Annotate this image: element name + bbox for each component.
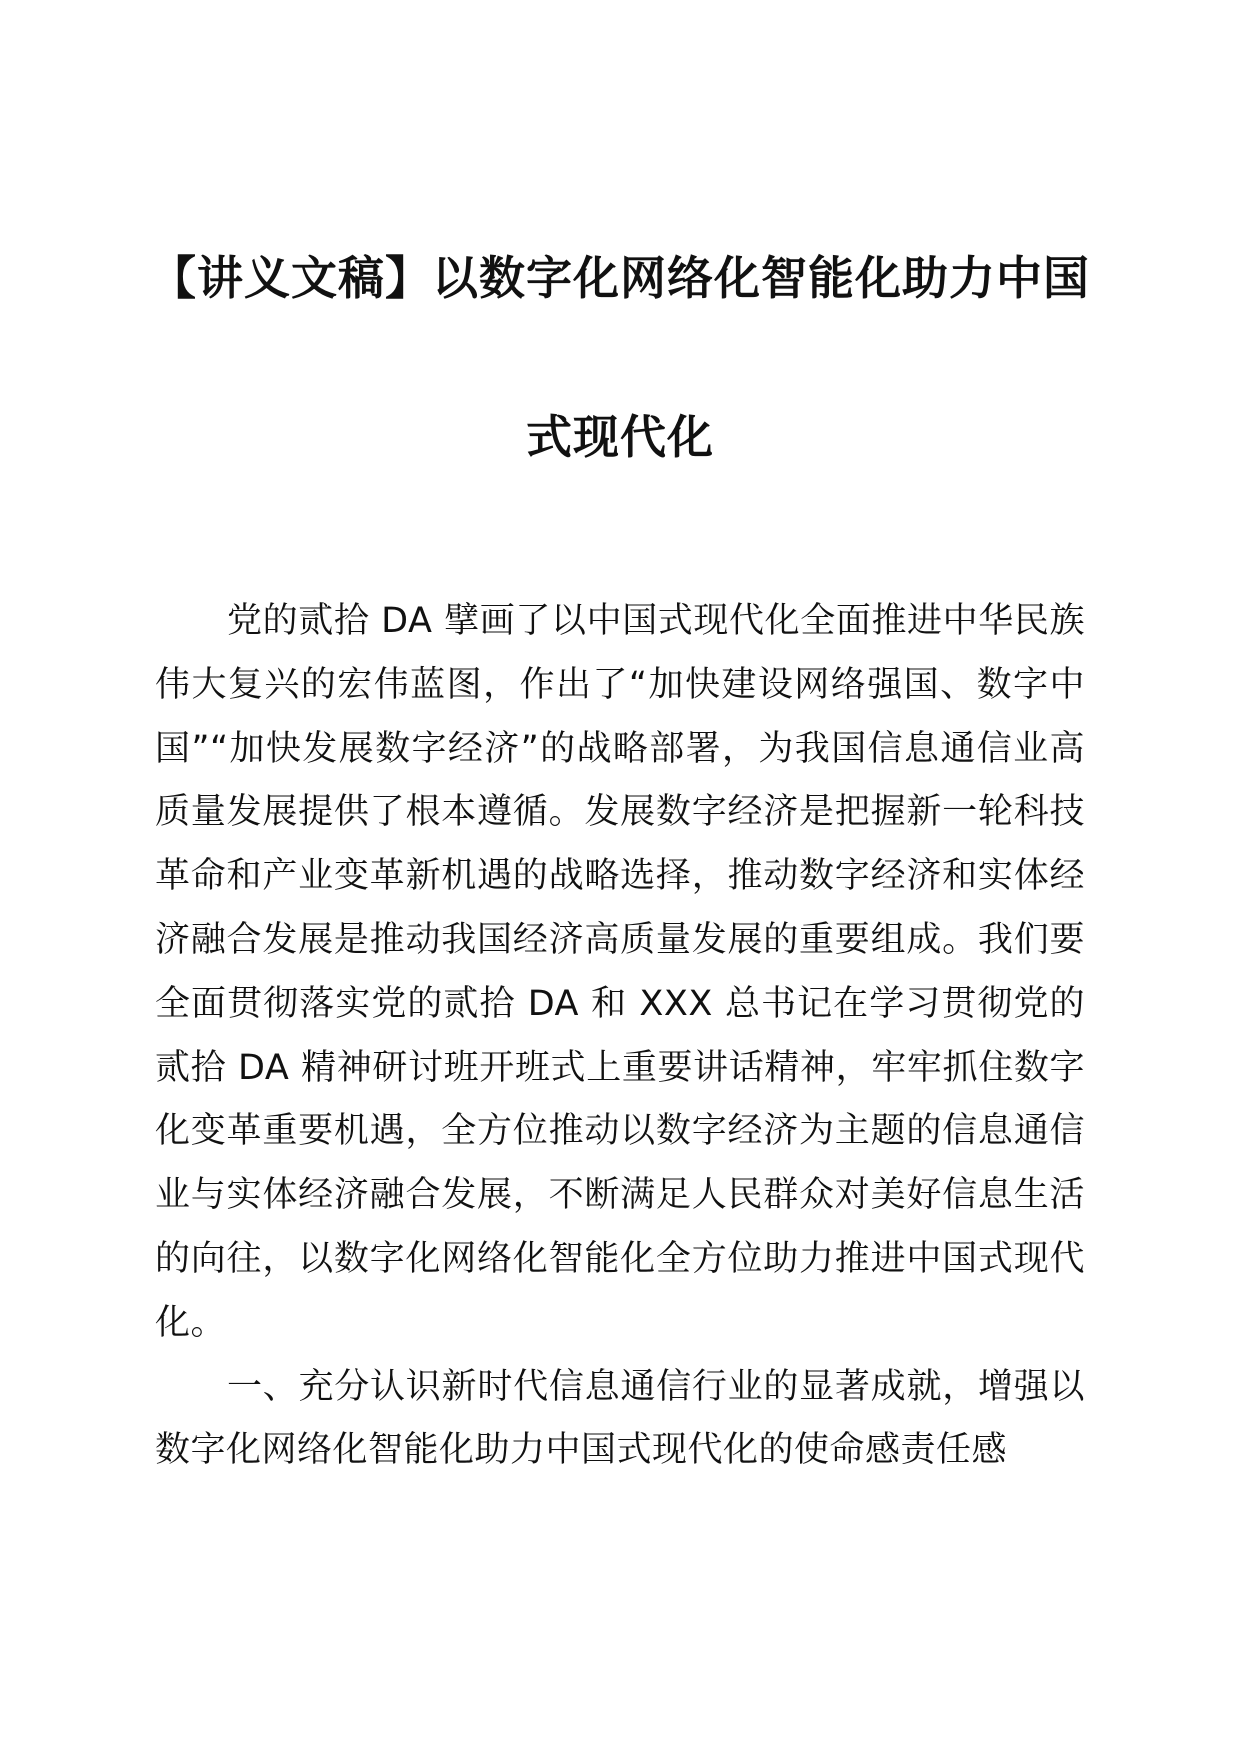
- document-body: [155, 590, 1085, 1483]
- body-paragraph-intro: 党的贰拾 DA 擘画了以中国式现代化全面推进中华民族伟大复兴的宏伟蓝图，作出了“加快建设网络强国、数字中国”“加快发展数字经济”的战略部署，为我国信息通信业高质量发展提供了根本遵循。发展数字经济是把握新一轮科技革命和产业变革新机遇的战略选择，推动数字经济和实体经济融合发展是推动我国经济高质量发展的重要组成。我们要全面贯彻落实党的贰拾 DA 和 XXX 总书记在学习贯彻党的贰拾 DA 精神研讨班开班式上重要讲话精神，牢牢抓住数字化变革重要机遇，全方位推动以数字经济为主题的信息通信业与实体经济融合发展，不断满足人民群众对美好信息生活的向往，以数字化网络化智能化全方位助力推进中国式现代化。: [155, 601, 1085, 1343]
- body-paragraph-section-heading: 一、充分认识新时代信息通信行业的显著成就，增强以数字化网络化智能化助力中国式现代化的使命感责任感: [155, 1366, 1085, 1471]
- document-title-line-1: 【讲义文稿】以数字化网络化智能化助力中国: [150, 251, 1090, 305]
- document-title-line-2: 式现代化: [526, 410, 714, 464]
